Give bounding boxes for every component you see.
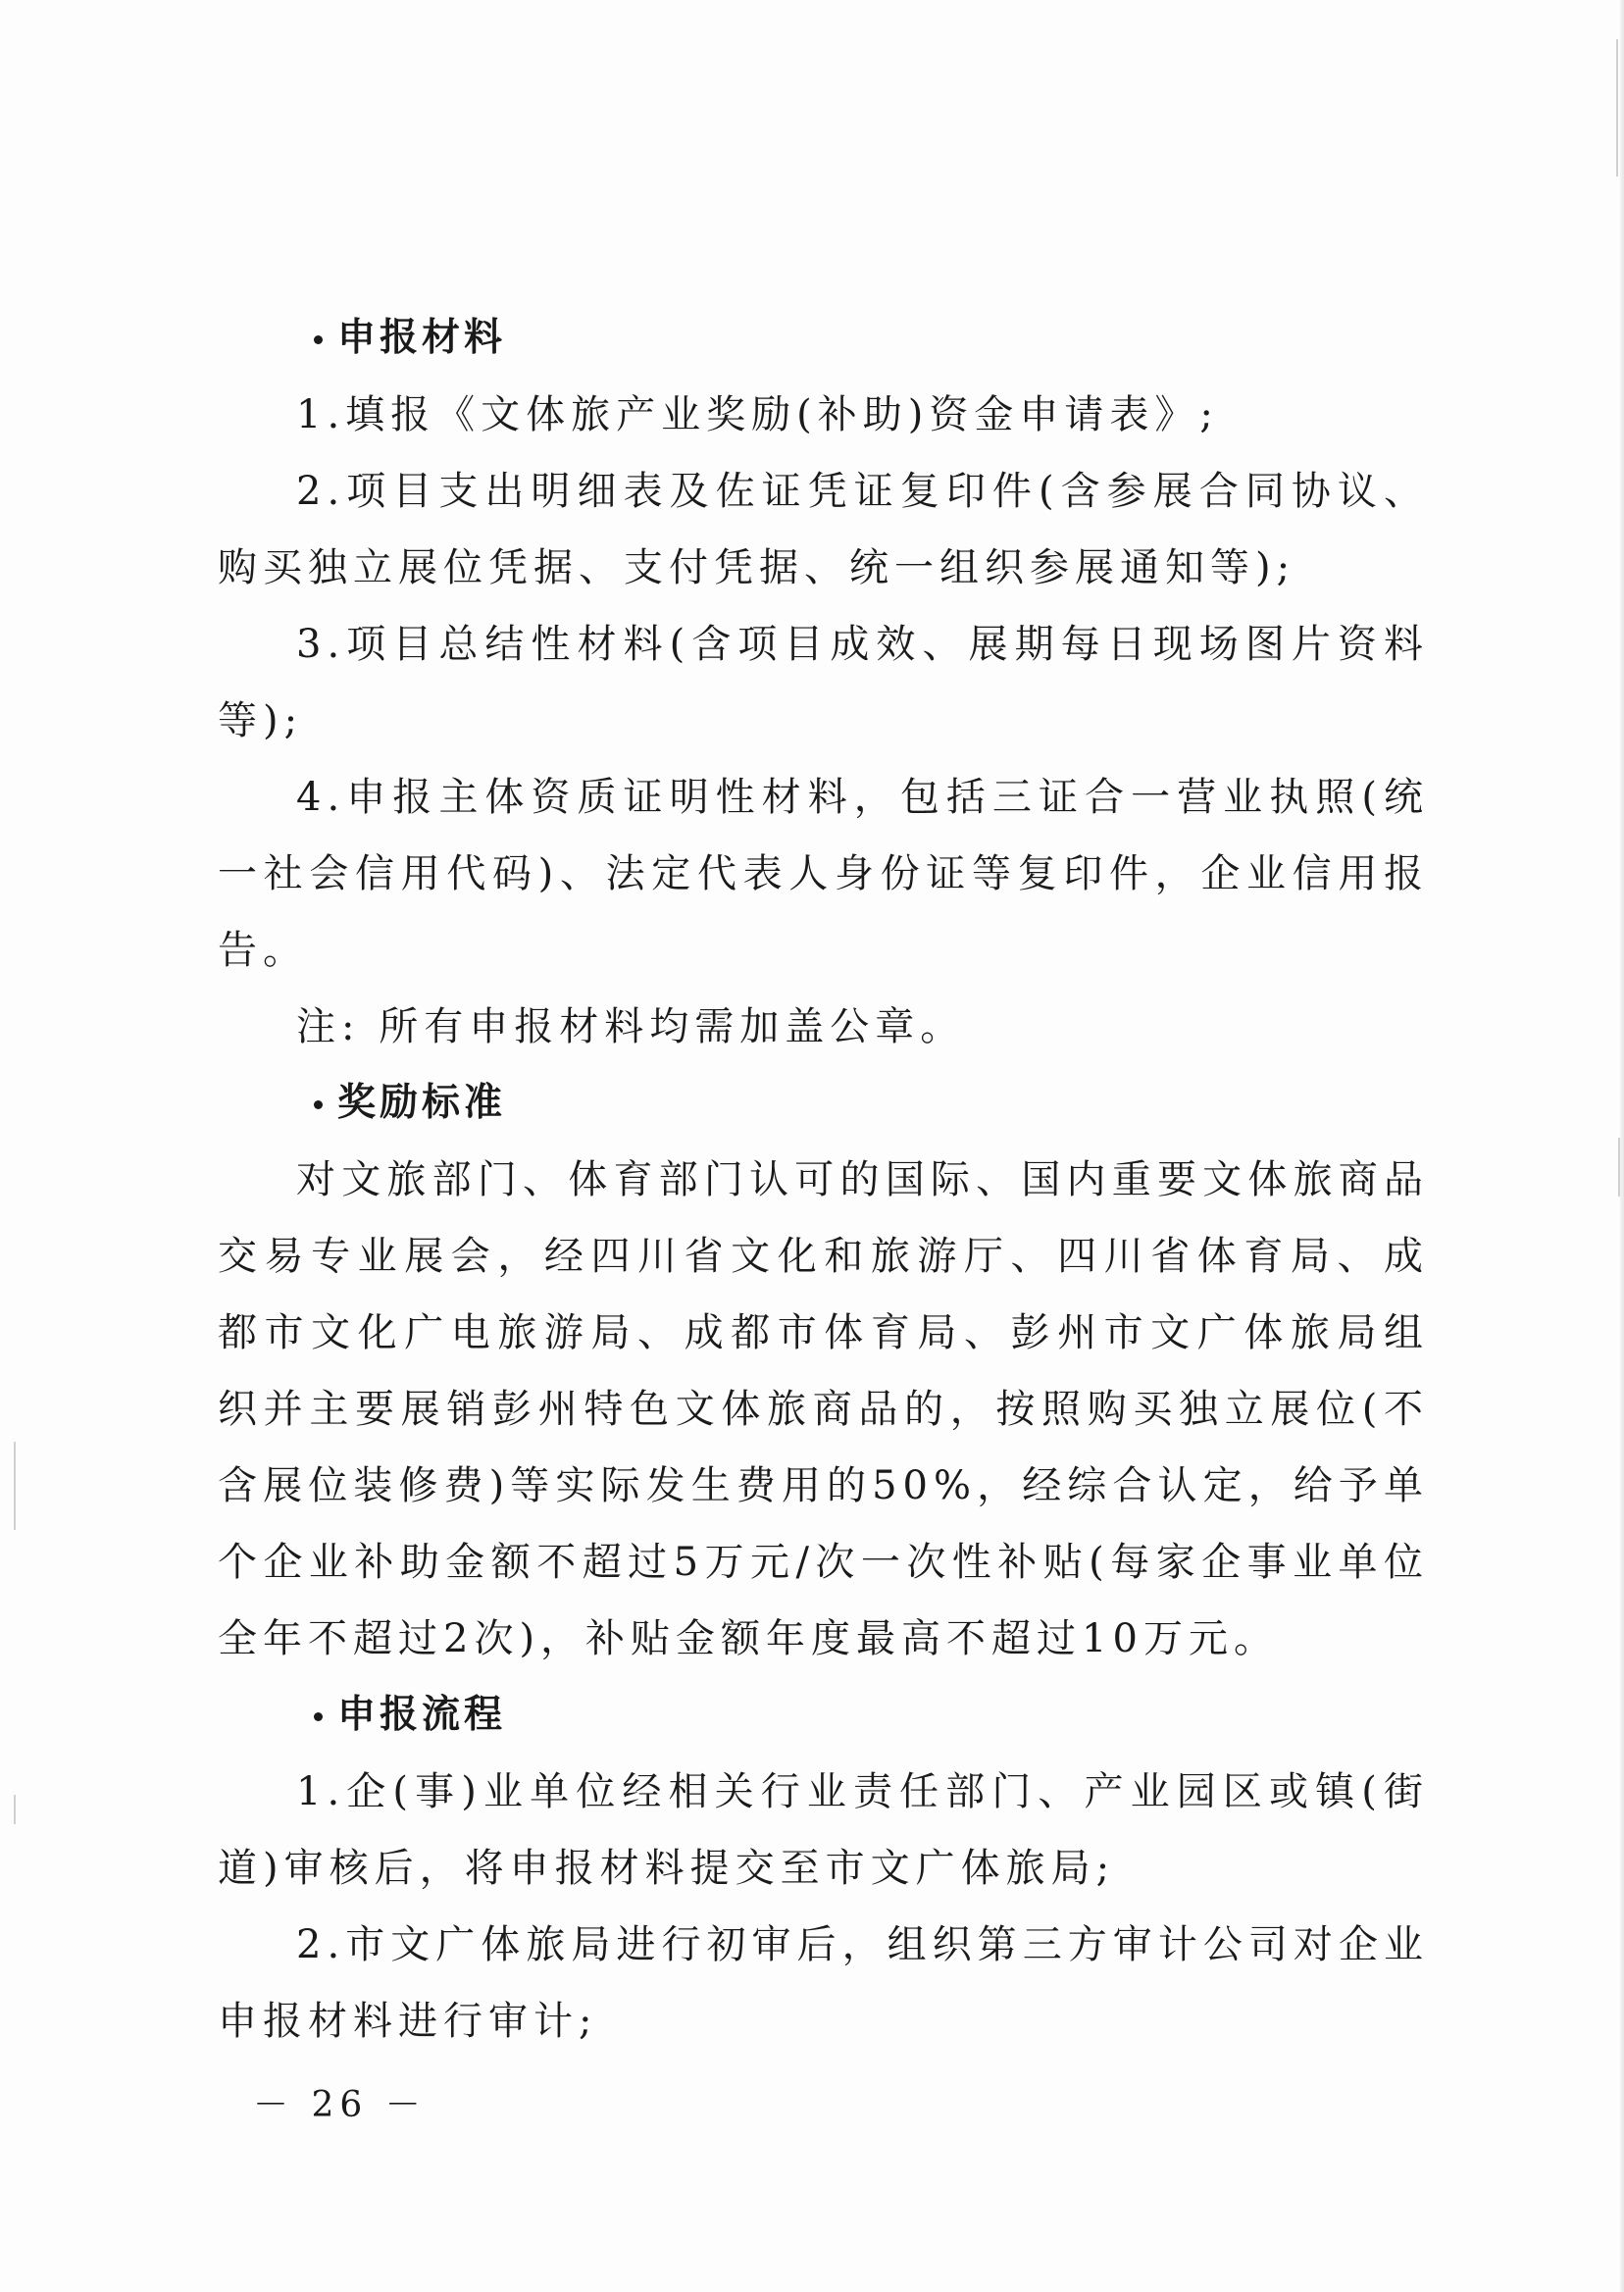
- paragraph: 4.申报主体资质证明性材料，包括三证合一营业执照(统一社会信用代码)、法定代表人身份证等复印件，企业信用报告。: [218, 775, 1429, 973]
- paragraph: 1.填报《文体旅产业奖励(补助)资金申请表》;: [296, 392, 1219, 437]
- note-paragraph: 注: 所有申报材料均需加盖公章。: [296, 1004, 966, 1049]
- paragraph: 2.项目支出明细表及佐证凭证复印件(含参展合同协议、购买独立展位凭据、支付凭据、统一组织参展通知等);: [218, 469, 1429, 590]
- paragraph: 对文旅部门、体育部门认可的国际、国内重要文体旅商品交易专业展会，经四川省文化和旅游厅、四川省体育局、成都市文化广电旅游局、成都市体育局、彭州市文广体旅局组织并主要展销彭州特色文体旅商品的，按照购买独立展位(不含展位装修费)等实际发生费用的50%，经综合认定，给予单个企业补助金额不超过5万元/次一次性补贴(每家企事业单位全年不超过2次)，补贴金额年度最高不超过10万元。: [218, 1157, 1429, 1661]
- paragraph: 2.市文广体旅局进行初审后，组织第三方审计公司对企业申报材料进行审计;: [218, 1922, 1429, 2044]
- scan-speck: [1616, 39, 1618, 177]
- section-heading: [218, 300, 1429, 377]
- scan-speck: [14, 1442, 16, 1530]
- scan-edge: [1620, 0, 1624, 2292]
- section-heading-text: 奖励标准: [337, 1081, 507, 1125]
- page-number: － 26 －: [253, 2085, 427, 2125]
- scan-speck: [14, 1795, 16, 1824]
- section-heading-text: 申报材料: [337, 316, 507, 360]
- bullet-icon: [314, 1100, 323, 1109]
- paragraph: 1.企(事)业单位经相关行业责任部门、产业园区或镇(街道)审核后，将申报材料提交至市文广体旅局;: [218, 1769, 1429, 1891]
- section-heading-text: 申报流程: [337, 1693, 507, 1737]
- bullet-icon: [314, 335, 323, 344]
- paragraph: 3.项目总结性材料(含项目成效、展期每日现场图片资料等);: [218, 622, 1429, 743]
- bullet-icon: [314, 1712, 323, 1721]
- section-heading: [218, 1677, 1429, 1754]
- scan-speck: [1618, 1138, 1620, 1197]
- document-body: [218, 300, 1429, 2060]
- section-heading: [218, 1065, 1429, 1142]
